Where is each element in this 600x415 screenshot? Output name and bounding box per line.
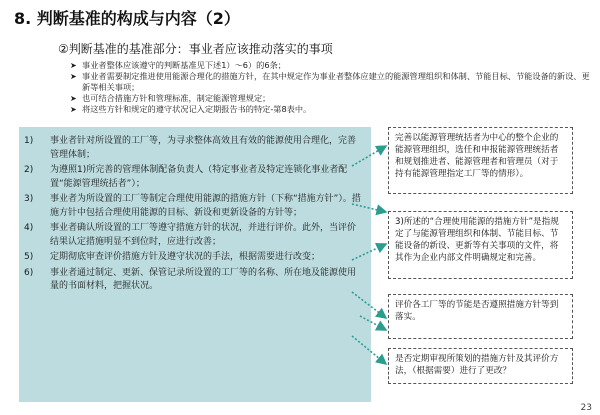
criteria-item: 4) 事业者确认所设置的工厂等遵守措施方针的状况，并进行评价。此外，当评价结果认定措施明显不到位时，应进行改善； [24, 223, 357, 247]
criteria-item: 2) 为遵照1)所完善的管理体制配备负责人（特定事业者及特定连锁化事业者配置“能源管理统括者”）； [24, 165, 348, 189]
criteria-item: 5) 定期彻底审查评价措施方针及遵守状况的手法，根据需要进行改变； [24, 252, 321, 262]
bullet-item: ➤ 事业者需要制定推进使用能源合理化的措施方针，在其中规定作为事业者整体应建立的能源管理组织和体制、节能目标、节能设备的新设、更新等相关事项； [70, 71, 590, 92]
bullet-item: ➤ 也可结合措施方针和管理标准，制定能源管理规定； [70, 93, 271, 103]
arrow-right-icon: ➤ [70, 105, 77, 114]
bullet-item: ➤ 将这些方针和规定的遵守状况记入定期报告书的特定-第8表中。 [70, 104, 312, 114]
criteria-item: 3) 事业者为所设置的工厂等制定合理使用能源的措施方针（下称“措施方针”）。措施方针中包括合理使用能源的目标、新设和更新设备的方针等； [24, 194, 361, 218]
section-subtitle: ②判断基准的基准部分：事业者应该推动落实的事项 [58, 42, 333, 56]
note-box-2: 3)所述的“合理使用能源的措施方针”是指规定了与能源管理组织和体制、节能目标、节能设备的新设、更新等有关事项的文件，将其作为企业内部文件明确规定和完善。 [388, 211, 573, 279]
arrow-right-icon: ➤ [70, 72, 77, 81]
page-title: 8. 判断基准的构成与内容（2） [14, 9, 240, 28]
connector-arrow-1 [352, 146, 386, 166]
arrow-right-icon: ➤ [70, 61, 77, 70]
connector-arrow-6 [352, 336, 386, 364]
note-box-4: 是否定期审视所策划的措施方针及其评价方法，（根据需要）进行了更改？ [388, 348, 573, 384]
page-number: 23 [580, 403, 592, 413]
connector-arrow-4 [352, 292, 386, 318]
connector-arrow-2 [352, 204, 386, 212]
note-box-1: 完善以能源管理统括者为中心的整个企业的能源管理组织，选任和申报能源管理统括者和规划推进者、能源管理者和管理员（对于持有能源管理指定工厂等的情形）。 [388, 127, 573, 194]
connector-arrow-3 [352, 244, 386, 260]
connector-arrow-5 [360, 316, 386, 330]
arrow-right-icon: ➤ [70, 94, 77, 103]
note-box-3: 评价各工厂等的节能是否遵照措施方针等到落实。 [388, 294, 573, 339]
criteria-item: 1) 事业者针对所设置的工厂等，为寻求整体高效且有效的能源使用合理化，完善管理体制； [24, 136, 357, 160]
criteria-item: 6) 事业者通过制定、更新、保管记录所设置的工厂等的名称、所在地及能源使用量的书面材料，把握状况。 [24, 267, 357, 291]
bullet-item: ➤ 事业者整体应该遵守的判断基准见下述1）～6）的6条； [70, 60, 286, 70]
